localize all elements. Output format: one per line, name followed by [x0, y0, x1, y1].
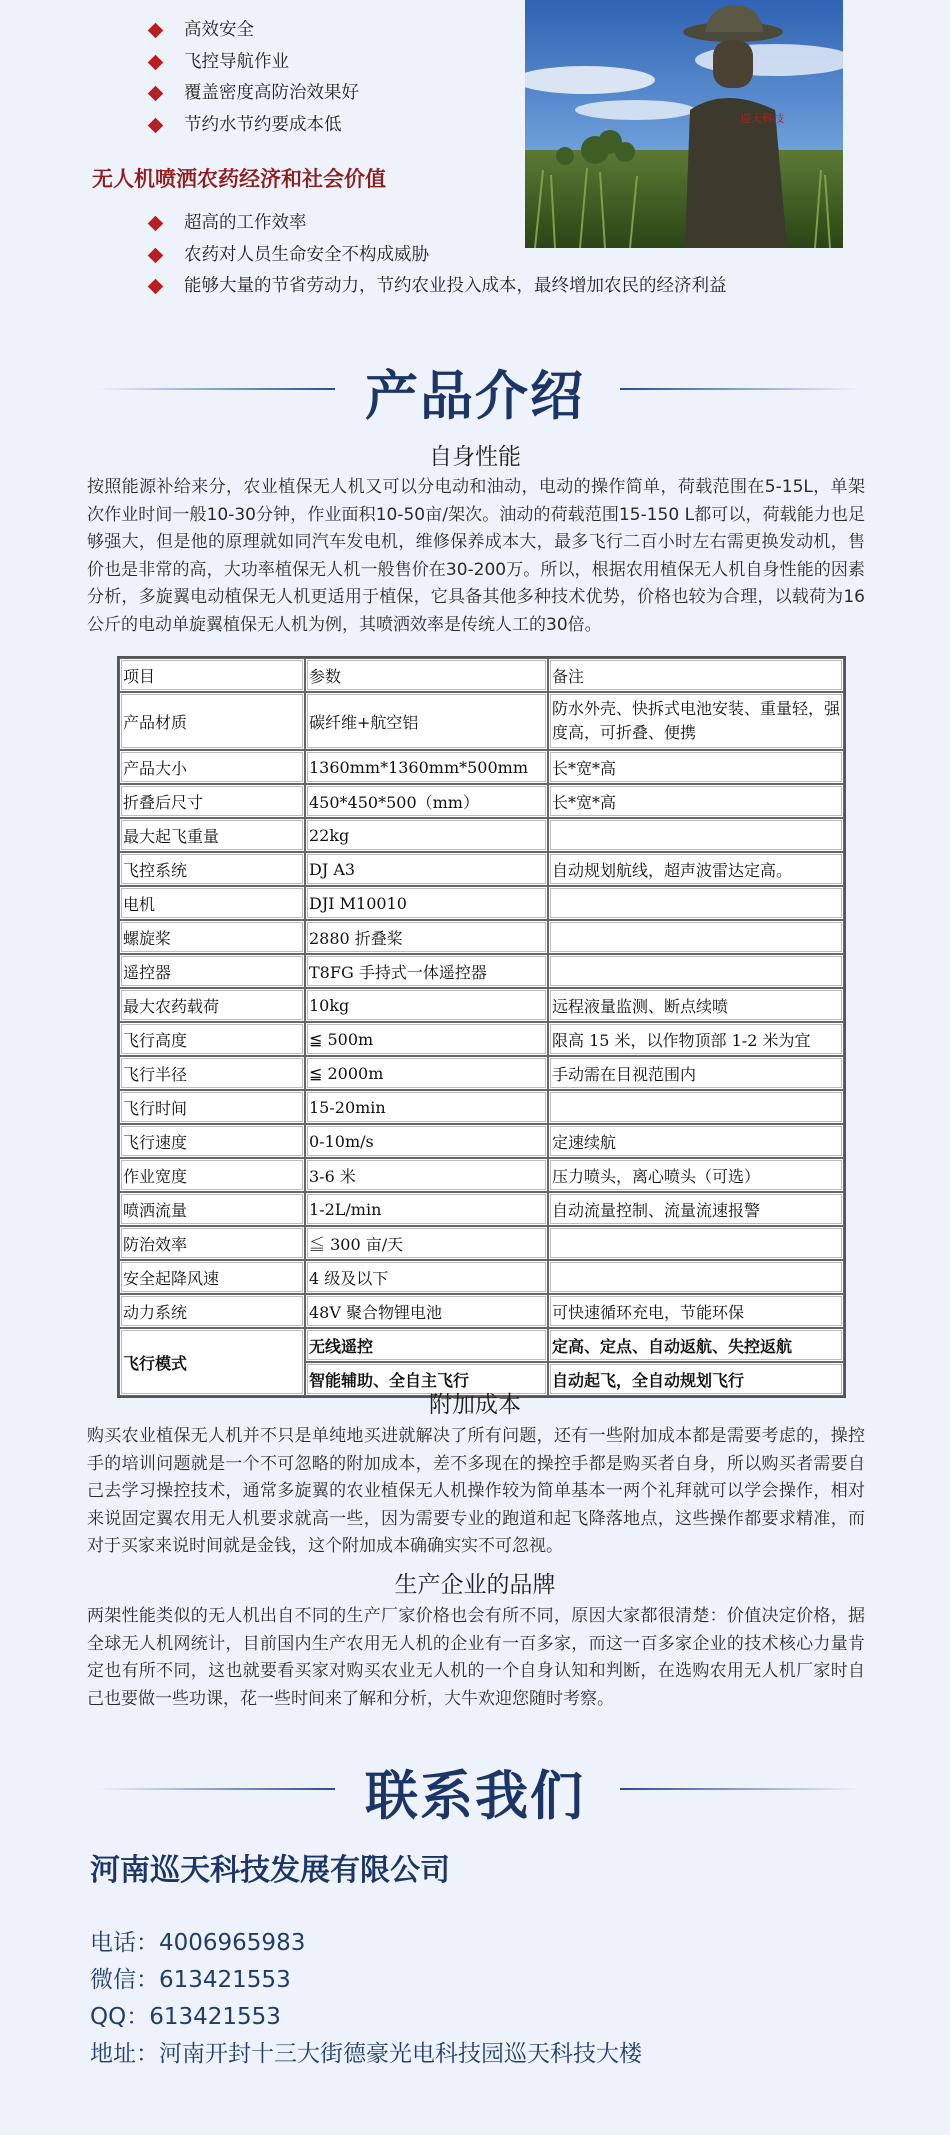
table-cell — [548, 1090, 844, 1124]
diamond-bullet-icon — [148, 216, 164, 232]
feature-item: 节约水节约要成本低 — [150, 110, 510, 142]
contact-label: QQ： — [90, 2004, 150, 2030]
contact-section-title: 联系我们 — [365, 1766, 585, 1827]
table-cell: 遥控器 — [119, 954, 305, 988]
table-row — [119, 1192, 844, 1226]
table-row — [119, 886, 844, 920]
table-row-flight-mode — [119, 1328, 844, 1362]
table-cell: 最大农药载荷 — [119, 988, 305, 1022]
phone-number[interactable]: 4006965983 — [159, 1930, 306, 1956]
table-header-cell: 参数 — [305, 658, 548, 692]
table-row — [119, 1158, 844, 1192]
table-cell: 产品大小 — [119, 750, 305, 784]
table-header-row — [119, 658, 844, 692]
table-cell: 无线遥控 — [305, 1328, 548, 1362]
table-row — [119, 988, 844, 1022]
table-cell — [548, 1260, 844, 1294]
table-row — [119, 750, 844, 784]
company-name: 河南巡天科技发展有限公司 — [90, 1853, 450, 1888]
table-header-cell: 备注 — [548, 658, 844, 692]
qq-id: 613421553 — [149, 2004, 281, 2030]
table-row — [119, 954, 844, 988]
table-cell: DJI M10010 — [305, 886, 548, 920]
table-cell: 飞行半径 — [119, 1056, 305, 1090]
value-title: 无人机喷洒农药经济和社会价值 — [92, 167, 386, 191]
performance-subtitle: 自身性能 — [429, 444, 521, 470]
flight-mode-label: 飞行模式 — [119, 1328, 305, 1396]
extra-cost-subtitle: 附加成本 — [429, 1392, 521, 1418]
table-row — [119, 1056, 844, 1090]
table-row — [119, 852, 844, 886]
table-cell — [548, 886, 844, 920]
table-cell: 自动规划航线，超声波雷达定高。 — [548, 852, 844, 886]
contact-address — [90, 2035, 642, 2073]
feature-item: 覆盖密度高防治效果好 — [150, 78, 510, 110]
table-cell: 防治效率 — [119, 1226, 305, 1260]
performance-paragraph: 按照能源补给来分，农业植保无人机又可以分电动和油动，电动的操作简单，荷载范围在5-15L，单架次作业时间一般10-30分钟，作业面积10-50亩/架次。油动的荷载范围15-150 L都可以，荷载能力也足够强大，但是他的原理就如同汽车发电机，维修保养成本大，最多飞行二百小时左右需更换发动机，售价也是非常的高，大功率植保无人机一般售价在30-200万。所以，根据农用植保无人机自身性能的因素分析，多旋翼电动植保无人机更适用于植保，它具备其他多种技术优势，价格也较为合理，以载荷为16公斤的电动单旋翼植保无人机为例，其喷洒效率是传统人工的30倍。 — [87, 477, 865, 635]
table-cell: 智能辅助、全自主飞行 — [305, 1362, 548, 1396]
table-cell: 飞行时间 — [119, 1090, 305, 1124]
table-row — [119, 920, 844, 954]
diamond-bullet-icon — [148, 23, 164, 39]
table-row — [119, 1022, 844, 1056]
feature-item: 飞控导航作业 — [150, 47, 510, 79]
diamond-bullet-icon — [148, 279, 164, 295]
table-cell: 折叠后尺寸 — [119, 784, 305, 818]
table-cell: 0-10m/s — [305, 1124, 548, 1158]
table-cell: ≦ 2000m — [305, 1056, 548, 1090]
table-cell: 限高 15 米，以作物顶部 1-2 米为宜 — [548, 1022, 844, 1056]
brand-paragraph: 两架性能类似的无人机出自不同的生产厂家价格也会有所不同，原因大家都很清楚：价值决定价格，据全球无人机网统计，目前国内生产农用无人机的企业有一百多家，而这一百多家企业的技术核心力量肯定也有所不同，这也就要看买家对购买农业无人机的一个自身认知和判断，在选购农用无人机厂家时自己也要做一些功课，花一些时间来了解和分析，大牛欢迎您随时考察。 — [87, 1606, 865, 1709]
table-cell: 450*450*500（mm） — [305, 784, 548, 818]
value-item: 农药对人员生命安全不构成威胁 — [150, 240, 910, 272]
table-cell: 3-6 米 — [305, 1158, 548, 1192]
table-cell: 电机 — [119, 886, 305, 920]
table-header-cell: 项目 — [119, 658, 305, 692]
table-cell: 手动需在目视范围内 — [548, 1056, 844, 1090]
table-cell: 作业宽度 — [119, 1158, 305, 1192]
table-cell: 动力系统 — [119, 1294, 305, 1328]
table-cell: 防水外壳、快拆式电池安装、重量轻，强度高，可折叠、便携 — [548, 692, 844, 750]
table-cell: 喷洒流量 — [119, 1192, 305, 1226]
product-section-title: 产品介绍 — [365, 366, 585, 427]
table-cell: 10kg — [305, 988, 548, 1022]
table-cell: 48V 聚合物锂电池 — [305, 1294, 548, 1328]
diamond-bullet-icon — [148, 247, 164, 263]
table-cell: ≦ 300 亩/天 — [305, 1226, 548, 1260]
contact-label: 电话： — [90, 1930, 159, 1956]
table-cell: 最大起飞重量 — [119, 818, 305, 852]
table-cell: 可快速循环充电，节能环保 — [548, 1294, 844, 1328]
table-row — [119, 1260, 844, 1294]
feature-list — [150, 15, 510, 141]
diamond-bullet-icon — [148, 86, 164, 102]
table-cell: 4 级及以下 — [305, 1260, 548, 1294]
contact-label: 地址： — [90, 2041, 159, 2067]
table-cell: 自动流量控制、流量流速报警 — [548, 1192, 844, 1226]
value-item: 超高的工作效率 — [150, 208, 910, 240]
table-row — [119, 1226, 844, 1260]
table-cell: 1-2L/min — [305, 1192, 548, 1226]
table-row — [119, 692, 844, 750]
table-cell: 长*宽*高 — [548, 784, 844, 818]
table-cell: 定速续航 — [548, 1124, 844, 1158]
diamond-bullet-icon — [148, 117, 164, 133]
extra-cost-paragraph: 购买农业植保无人机并不只是单纯地买进就解决了所有问题，还有一些附加成本都是需要考虑的，操控手的培训问题就是一个不可忽略的附加成本，差不多现在的操控手都是购买者自身，所以购买者需要自己去学习操控技术，通常多旋翼的农业植保无人机操作较为简单基本一两个礼拜就可以学会操作，相对来说固定翼农用无人机要求就高一些，因为需要专业的跑道和起飞降落地点，这些操作都要求精准，而对于买家来说时间就是金钱，这个附加成本确确实实不可忽视。 — [87, 1426, 865, 1556]
section-divider-right — [620, 388, 860, 390]
diamond-bullet-icon — [148, 54, 164, 70]
table-cell — [548, 920, 844, 954]
value-item: 能够大量的节省劳动力，节约农业投入成本，最终增加农民的经济利益 — [150, 271, 910, 303]
table-cell: 定高、定点、自动返航、失控返航 — [548, 1328, 844, 1362]
table-cell: 22kg — [305, 818, 548, 852]
table-cell: 螺旋桨 — [119, 920, 305, 954]
section-divider-left — [97, 1788, 335, 1790]
feature-item: 高效安全 — [150, 15, 510, 47]
wechat-id: 613421553 — [159, 1967, 291, 1993]
brand-subtitle: 生产企业的品牌 — [394, 1572, 556, 1598]
table-cell: ≦ 500m — [305, 1022, 548, 1056]
table-cell: 压力喷头，离心喷头（可选） — [548, 1158, 844, 1192]
table-cell — [548, 1226, 844, 1260]
table-cell: 产品材质 — [119, 692, 305, 750]
table-cell — [548, 818, 844, 852]
table-cell — [548, 954, 844, 988]
table-row — [119, 784, 844, 818]
contact-wechat — [90, 1961, 291, 1999]
table-cell: 飞控系统 — [119, 852, 305, 886]
table-cell: 碳纤维+航空铝 — [305, 692, 548, 750]
table-cell: 飞行高度 — [119, 1022, 305, 1056]
address-text: 河南开封十三大街德豪光电科技园巡天科技大楼 — [159, 2041, 642, 2067]
section-divider-left — [97, 388, 335, 390]
contact-qq — [90, 1998, 281, 2036]
spec-table — [117, 656, 846, 1398]
table-row — [119, 1294, 844, 1328]
table-cell: 1360mm*1360mm*500mm — [305, 750, 548, 784]
contact-label: 微信： — [90, 1967, 159, 1993]
table-cell: 远程液量监测、断点续喷 — [548, 988, 844, 1022]
table-cell: 长*宽*高 — [548, 750, 844, 784]
table-cell: 2880 折叠桨 — [305, 920, 548, 954]
table-row — [119, 1090, 844, 1124]
table-cell: 自动起飞，全自动规划飞行 — [548, 1362, 844, 1396]
table-row — [119, 818, 844, 852]
table-cell: 安全起降风速 — [119, 1260, 305, 1294]
contact-phone — [90, 1924, 305, 1962]
table-cell: 15-20min — [305, 1090, 548, 1124]
table-cell: 飞行速度 — [119, 1124, 305, 1158]
table-cell: T8FG 手持式一体遥控器 — [305, 954, 548, 988]
table-row — [119, 1124, 844, 1158]
table-cell: DJ A3 — [305, 852, 548, 886]
value-list — [150, 208, 910, 303]
section-divider-right — [620, 1788, 860, 1790]
svg-text:巡天科技: 巡天科技 — [740, 112, 784, 125]
